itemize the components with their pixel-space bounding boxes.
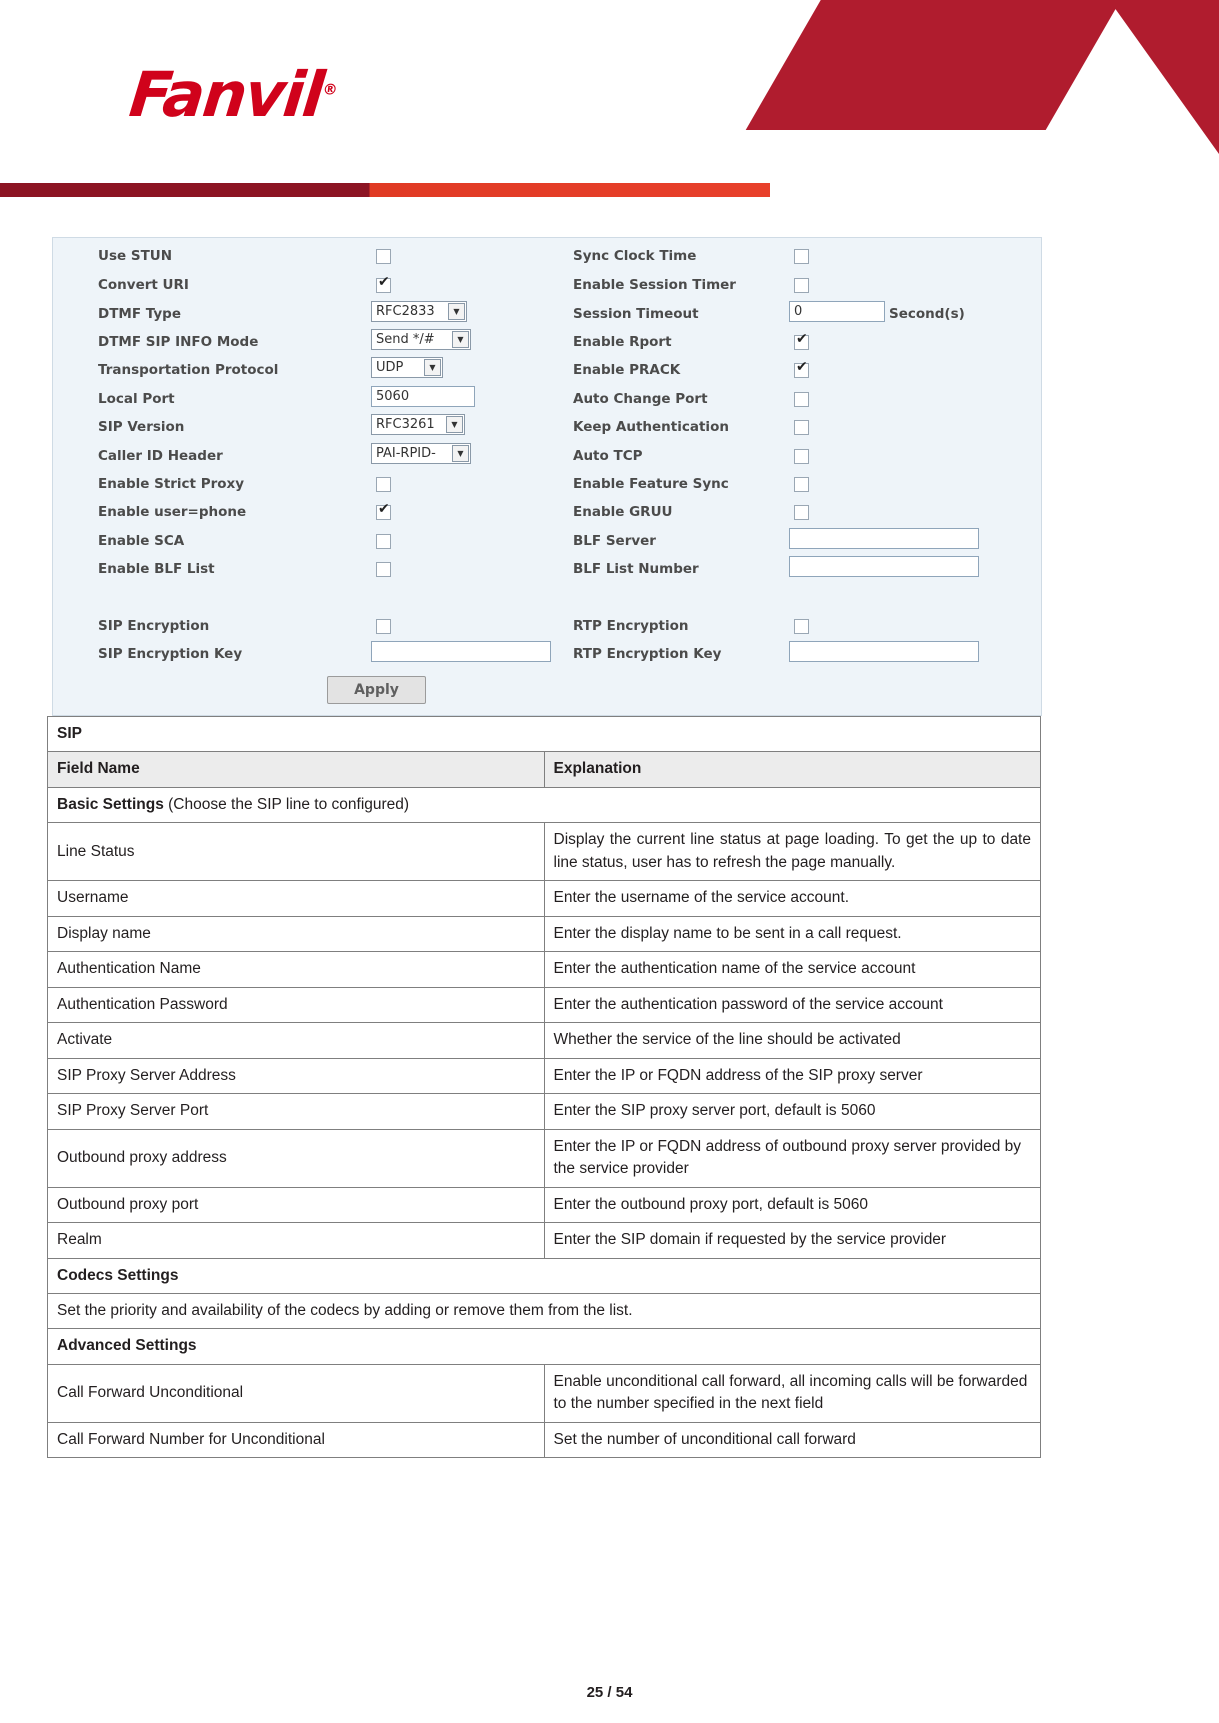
table-row [48, 1293, 1041, 1328]
field-outbound-proxy-address: Outbound proxy address [48, 1129, 545, 1187]
label-sip-version: SIP Version [98, 419, 185, 435]
checkbox-rtp-encryption[interactable] [794, 619, 809, 634]
explanation-activate: Whether the service of the line should be activated [544, 1023, 1041, 1058]
label-dtmf-sip-info-mode: DTMF SIP INFO Mode [98, 334, 259, 350]
section-codecs-settings: Codecs Settings [48, 1258, 1041, 1293]
chevron-down-icon: ▼ [448, 303, 465, 320]
label-enable-prack: Enable PRACK [573, 362, 681, 378]
table-row [48, 1258, 1041, 1293]
label-enable-session-timer: Enable Session Timer [573, 277, 736, 293]
checkbox-keep-authentication[interactable] [794, 420, 809, 435]
header-field-name: Field Name [48, 752, 545, 787]
table-title: SIP [48, 717, 1041, 752]
input-blf-server[interactable] [789, 528, 979, 549]
explanation-sip-proxy-server-port: Enter the SIP proxy server port, default is 5060 [544, 1094, 1041, 1129]
logo-text: Fanvil [126, 58, 326, 131]
field-line-status: Line Status [48, 823, 545, 881]
table-row [48, 1023, 1041, 1058]
field-sip-proxy-server-port: SIP Proxy Server Port [48, 1094, 545, 1129]
table-row [48, 1364, 1041, 1422]
table-row [48, 952, 1041, 987]
checkbox-sync-clock-time[interactable] [794, 249, 809, 264]
table-row [48, 1129, 1041, 1187]
checkbox-auto-change-port[interactable] [794, 392, 809, 407]
checkbox-enable-rport[interactable] [794, 335, 809, 350]
input-local-port[interactable] [371, 386, 475, 407]
field-sip-proxy-server-address: SIP Proxy Server Address [48, 1058, 545, 1093]
field-outbound-proxy-port: Outbound proxy port [48, 1187, 545, 1222]
sip-settings-table [47, 716, 1041, 1458]
label-session-timeout: Session Timeout [573, 306, 699, 322]
field-authentication-password: Authentication Password [48, 987, 545, 1022]
codecs-settings-text: Set the priority and availability of the codecs by adding or remove them from the list. [48, 1293, 1041, 1328]
label-enable-sca: Enable SCA [98, 533, 185, 549]
field-realm: Realm [48, 1223, 545, 1258]
input-local-port-value: 5060 [376, 389, 410, 404]
logo-trademark: ® [321, 80, 337, 99]
label-enable-blf-list: Enable BLF List [98, 561, 215, 577]
table-row [48, 1094, 1041, 1129]
field-display-name: Display name [48, 916, 545, 951]
explanation-outbound-proxy-address: Enter the IP or FQDN address of outbound proxy server provided by the service provider [544, 1129, 1041, 1187]
table-row [48, 881, 1041, 916]
table-row [48, 1223, 1041, 1258]
label-caller-id-header: Caller ID Header [98, 448, 223, 464]
field-activate: Activate [48, 1023, 545, 1058]
select-sip-version[interactable] [371, 414, 465, 435]
label-rtp-encryption: RTP Encryption [573, 618, 689, 634]
select-sip-version-value: RFC3261 [376, 417, 435, 432]
table-row [48, 1422, 1041, 1457]
page-footer: 25 / 54 [586, 1684, 633, 1701]
explanation-call-forward-number-unconditional: Set the number of unconditional call forward [544, 1422, 1041, 1457]
label-enable-rport: Enable Rport [573, 334, 672, 350]
chevron-down-icon: ▼ [452, 331, 469, 348]
label-enable-feature-sync: Enable Feature Sync [573, 476, 729, 492]
field-authentication-name: Authentication Name [48, 952, 545, 987]
table-row [48, 987, 1041, 1022]
checkbox-enable-session-timer[interactable] [794, 278, 809, 293]
select-transportation-protocol-value: UDP [376, 360, 404, 375]
checkbox-convert-uri[interactable] [376, 278, 391, 293]
explanation-display-name: Enter the display name to be sent in a call request. [544, 916, 1041, 951]
checkbox-enable-strict-proxy[interactable] [376, 477, 391, 492]
checkbox-use-stun[interactable] [376, 249, 391, 264]
checkbox-enable-sca[interactable] [376, 534, 391, 549]
select-dtmf-type-value: RFC2833 [376, 304, 435, 319]
label-enable-user-phone: Enable user=phone [98, 504, 247, 520]
table-row [48, 1058, 1041, 1093]
chevron-down-icon: ▼ [446, 416, 463, 433]
explanation-authentication-name: Enter the authentication name of the service account [544, 952, 1041, 987]
label-transportation-protocol: Transportation Protocol [98, 362, 279, 378]
label-rtp-encryption-key: RTP Encryption Key [573, 646, 722, 662]
select-dtmf-type[interactable] [371, 301, 467, 322]
table-row [48, 823, 1041, 881]
header-gradient-bar [0, 183, 770, 197]
fanvil-logo [126, 58, 339, 131]
apply-button[interactable]: Apply [327, 676, 426, 704]
explanation-username: Enter the username of the service account. [544, 881, 1041, 916]
chevron-down-icon: ▼ [452, 445, 469, 462]
explanation-outbound-proxy-port: Enter the outbound proxy port, default is 5060 [544, 1187, 1041, 1222]
explanation-sip-proxy-server-address: Enter the IP or FQDN address of the SIP proxy server [544, 1058, 1041, 1093]
header-red-parallelogram [746, 0, 1133, 130]
label-session-timeout-unit: Second(s) [889, 306, 965, 322]
checkbox-enable-gruu[interactable] [794, 505, 809, 520]
checkbox-auto-tcp[interactable] [794, 449, 809, 464]
checkbox-enable-prack[interactable] [794, 363, 809, 378]
section-advanced-settings: Advanced Settings [48, 1329, 1041, 1364]
table-row [48, 1329, 1041, 1364]
label-auto-change-port: Auto Change Port [573, 391, 708, 407]
label-sip-encryption-key: SIP Encryption Key [98, 646, 243, 662]
select-transportation-protocol[interactable] [371, 357, 443, 378]
chevron-down-icon: ▼ [424, 359, 441, 376]
checkbox-sip-encryption[interactable] [376, 619, 391, 634]
label-auto-tcp: Auto TCP [573, 448, 643, 464]
select-dtmf-sip-info-mode-value: Send */# [376, 332, 435, 347]
section-basic-settings [48, 787, 1041, 822]
label-use-stun: Use STUN [98, 248, 173, 264]
label-blf-list-number: BLF List Number [573, 561, 699, 577]
header-red-triangle [1109, 0, 1219, 210]
table-header-row [48, 752, 1041, 787]
input-blf-list-number[interactable] [789, 556, 979, 577]
table-row [48, 717, 1041, 752]
input-session-timeout-value: 0 [794, 304, 803, 319]
table-row [48, 787, 1041, 822]
explanation-call-forward-unconditional: Enable unconditional call forward, all incoming calls will be forwarded to the number specified in the next field [544, 1364, 1041, 1422]
explanation-realm: Enter the SIP domain if requested by the service provider [544, 1223, 1041, 1258]
checkbox-enable-user-phone[interactable] [376, 505, 391, 520]
label-enable-strict-proxy: Enable Strict Proxy [98, 476, 245, 492]
select-caller-id-header-value: PAI-RPID- [376, 446, 436, 461]
label-convert-uri: Convert URI [98, 277, 189, 293]
select-caller-id-header[interactable] [371, 443, 471, 464]
label-keep-authentication: Keep Authentication [573, 419, 729, 435]
checkbox-enable-feature-sync[interactable] [794, 477, 809, 492]
sip-config-panel [52, 237, 1042, 716]
section-basic-settings-label: Basic Settings [57, 795, 164, 813]
table-row [48, 1187, 1041, 1222]
label-sip-encryption: SIP Encryption [98, 618, 210, 634]
checkbox-enable-blf-list[interactable] [376, 562, 391, 577]
select-dtmf-sip-info-mode[interactable] [371, 329, 471, 350]
header-explanation: Explanation [544, 752, 1041, 787]
label-blf-server: BLF Server [573, 533, 656, 549]
input-session-timeout[interactable] [789, 301, 885, 322]
section-basic-settings-note: (Choose the SIP line to configured) [163, 795, 410, 813]
field-username: Username [48, 881, 545, 916]
field-call-forward-unconditional: Call Forward Unconditional [48, 1364, 545, 1422]
label-local-port: Local Port [98, 391, 175, 407]
label-sync-clock-time: Sync Clock Time [573, 248, 697, 264]
input-rtp-encryption-key[interactable] [789, 641, 979, 662]
input-sip-encryption-key[interactable] [371, 641, 551, 662]
label-enable-gruu: Enable GRUU [573, 504, 673, 520]
label-dtmf-type: DTMF Type [98, 306, 181, 322]
field-call-forward-number-unconditional: Call Forward Number for Unconditional [48, 1422, 545, 1457]
explanation-authentication-password: Enter the authentication password of the service account [544, 987, 1041, 1022]
table-row [48, 916, 1041, 951]
explanation-line-status: Display the current line status at page loading. To get the up to date line status, user has to refresh the page manually. [544, 823, 1041, 881]
